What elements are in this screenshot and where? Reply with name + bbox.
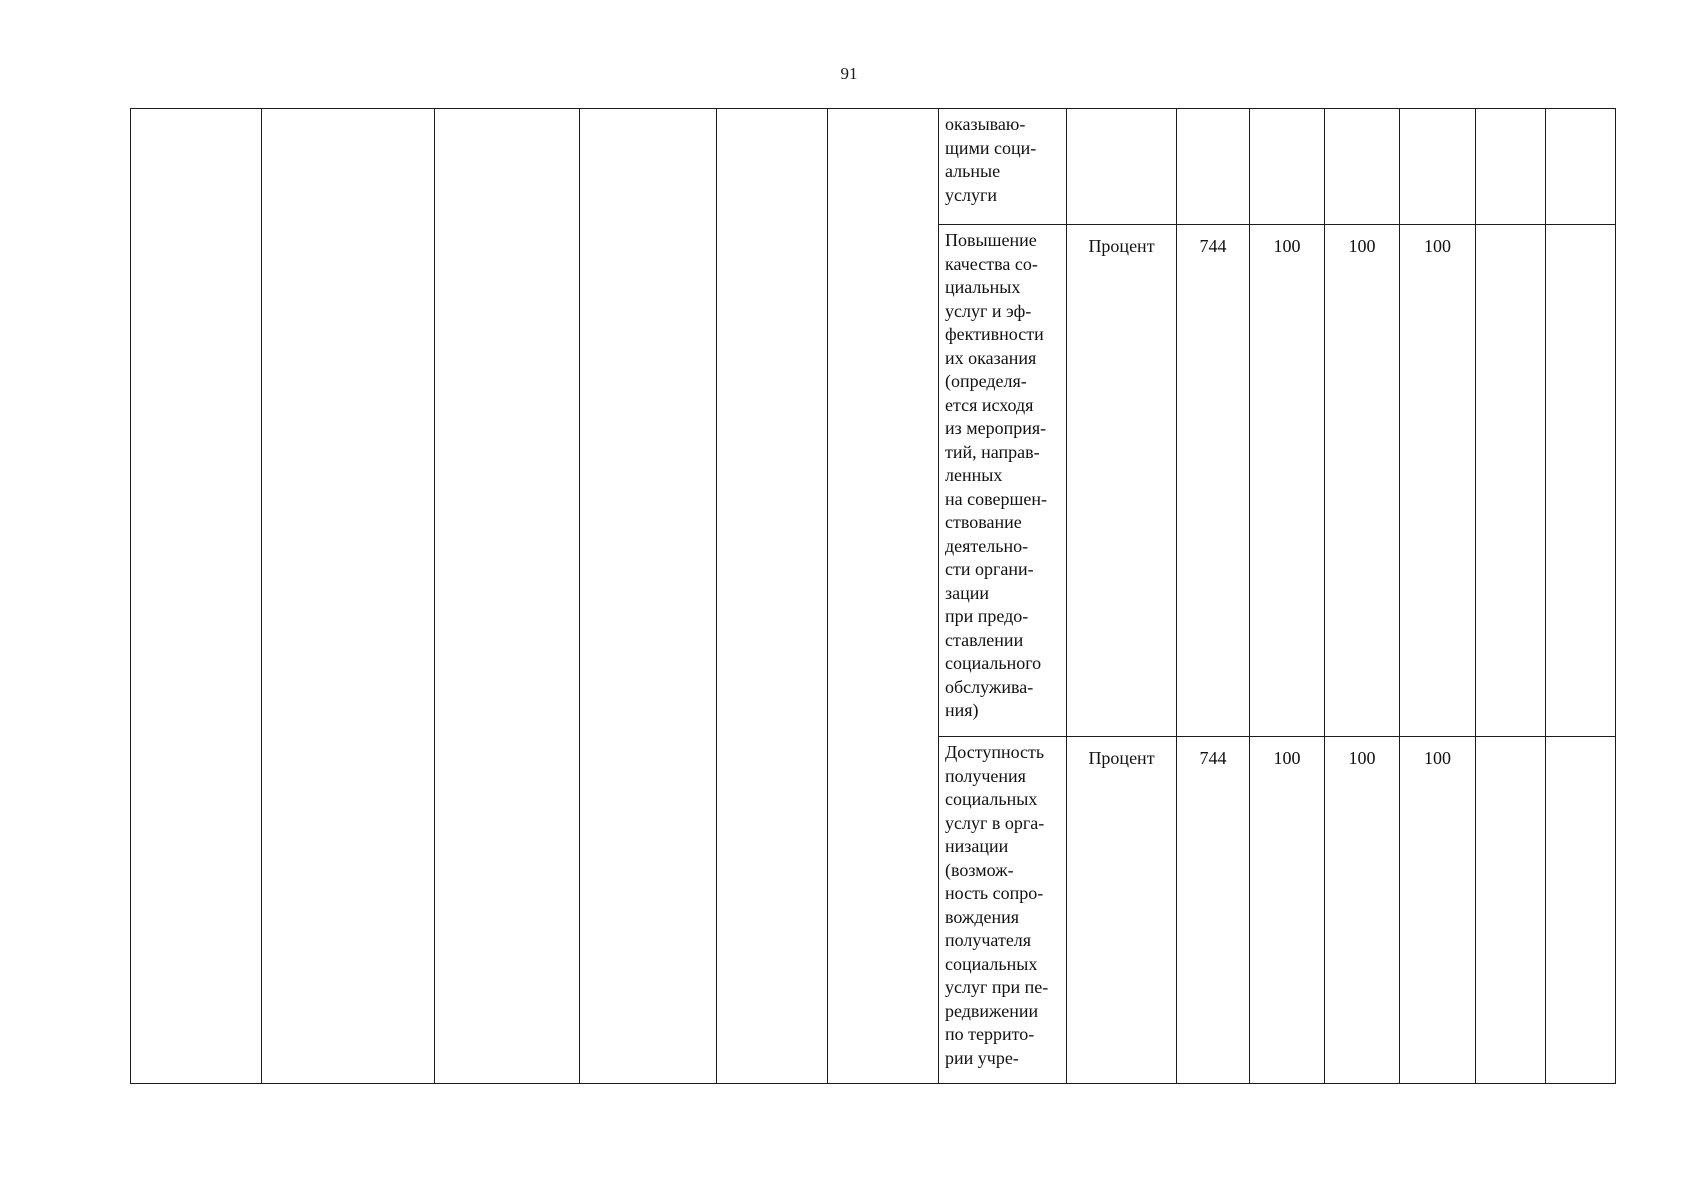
empty-cell (1476, 737, 1546, 1084)
unit-code-cell: 744 (1177, 225, 1250, 737)
merged-empty-cell (717, 109, 828, 1084)
unit-code-cell (1177, 109, 1250, 225)
value-cell: 100 (1250, 225, 1325, 737)
merged-empty-cell (262, 109, 435, 1084)
indicator-name-cell: Доступность получения социальных услуг в орга- низации (возмож- ность сопро- вождения получателя социальных услуг при пе- редвижении по террито- рии учре- (939, 737, 1067, 1084)
page-number: 91 (840, 64, 858, 83)
value-cell: 100 (1400, 737, 1476, 1084)
value-cell: 100 (1325, 225, 1400, 737)
table-row (131, 109, 1616, 225)
indicator-table (130, 108, 1616, 1084)
unit-code-cell: 744 (1177, 737, 1250, 1084)
unit-cell: Процент (1067, 737, 1177, 1084)
empty-cell (1546, 109, 1616, 225)
empty-cell (1476, 109, 1546, 225)
empty-cell (1546, 737, 1616, 1084)
value-cell (1325, 109, 1400, 225)
merged-empty-cell (435, 109, 580, 1084)
indicator-name-cell: оказываю- щими соци- альные услуги (939, 109, 1067, 225)
value-cell: 100 (1400, 225, 1476, 737)
empty-cell (1476, 225, 1546, 737)
indicator-name-cell: Повышение качества со- циальных услуг и эф- фективности их оказания (определя- ется исходя из мероприя- тий, направ- ленных на совершен- ствование деятельно- сти органи- зации при предо- ставлении социального обслужива- ния) (939, 225, 1067, 737)
value-cell (1250, 109, 1325, 225)
value-cell: 100 (1250, 737, 1325, 1084)
value-cell (1400, 109, 1476, 225)
merged-empty-cell (580, 109, 717, 1084)
empty-cell (1546, 225, 1616, 737)
merged-empty-cell (828, 109, 939, 1084)
unit-cell (1067, 109, 1177, 225)
unit-cell: Процент (1067, 225, 1177, 737)
value-cell: 100 (1325, 737, 1400, 1084)
merged-empty-cell (131, 109, 262, 1084)
